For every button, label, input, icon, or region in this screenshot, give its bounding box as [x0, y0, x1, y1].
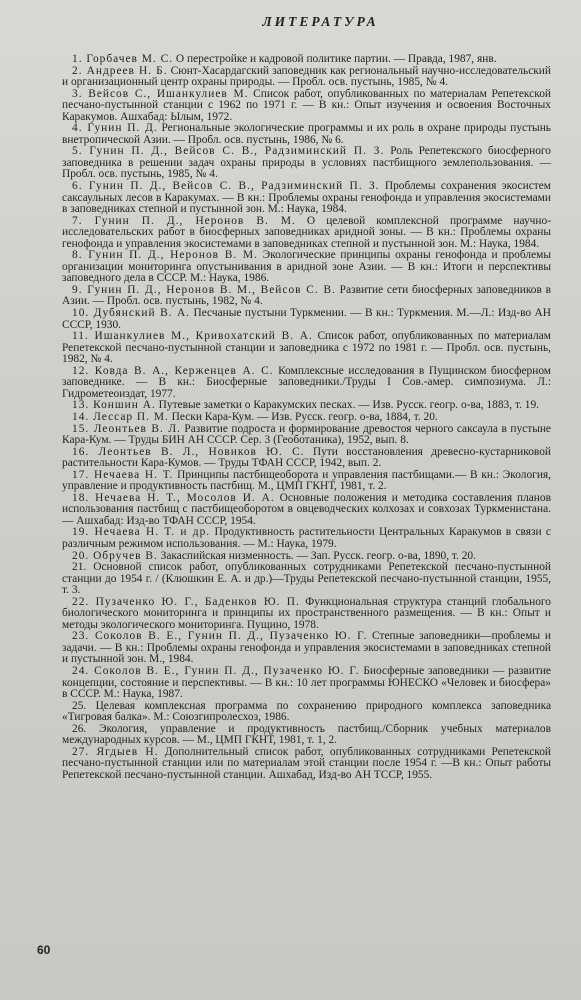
reference-text: Основные положения и методика составления планов использования пастбищ с пастбищеоборотом в овцеводческих колхозах и совхозах Туркменистана. — Ашхабад: Изд-во ТФАН СССР, 1954. [62, 491, 551, 527]
reference-authors: 15. Леонтьев В. Л. [72, 422, 181, 435]
reference-text: Комплексные исследования в Пущинском биосферном заповеднике. — В кн.: Биосферные заповедники./Труды I Сов.-амер. симпозиума. Л.: Гидрометеоиздат, 1977. [62, 364, 552, 400]
reference-authors: 23. Соколов В. Е., Гунин П. Д., Пузаченко Ю. Г. [72, 630, 368, 643]
reference-entry [62, 89, 551, 124]
reference-entry [62, 724, 551, 747]
reference-text: Пески Кара-Кум. — Изв. Русск. геогр. о-ва, 1884, т. 20. [168, 410, 438, 423]
reference-text: Принципы пастбищеоборота и управления пастбищами.— В кн.: Экология, управление и продуктивность пастбищ. М., ЦМП ГКНТ, 1981, т. 2. [62, 468, 551, 493]
reference-authors: 9. Гунин П. Д., Неронов В. М., Вейсов С. В. [72, 283, 336, 296]
reference-authors: 13. Коншин А. [72, 399, 156, 412]
reference-authors: 17. Нечаева Н. Т. [72, 468, 174, 481]
reference-entry [62, 308, 551, 331]
reference-authors: 22. Пузаченко Ю. Г., Баденков Ю. П. [72, 595, 300, 608]
reference-entry [62, 66, 551, 89]
reference-entry [62, 250, 551, 285]
reference-authors: 2. Андреев Н. Б. [72, 64, 168, 77]
reference-authors: 10. Дубянский В. А. [72, 307, 191, 320]
reference-entry [62, 666, 551, 701]
reference-text: Региональные экологические программы и их роль в охране природы пустынь внетропической Азии. — Пробл. осв. пустынь, 1986, № 6. [62, 122, 551, 146]
reference-authors: 6. Гунин П. Д., Вейсов С. В., Радзиминский П. З. [72, 180, 380, 193]
reference-authors: 5. Гунин П. Д., Вейсов С. В., Радзиминский П. З. [72, 145, 385, 158]
reference-entry [62, 527, 551, 550]
reference-text: Сюнт-Хасардагский заповедник как региональный научно-исследовательский и организационный центр охраны природы. — Пробл. осв. пустынь, 1985, № 4. [62, 64, 551, 89]
reference-authors: 12. Ковда В. А., Керженцев А. С. [72, 364, 274, 377]
reference-list [62, 54, 551, 781]
reference-text: Пути восстановления древесно-кустарниковой растительности Кара-Кумов. — Труды ТФАН СССР, 1942, вып. 2. [62, 445, 551, 470]
page-title: ЛИТЕРАТУРА [262, 14, 379, 29]
reference-text: Список работ, опубликованных по материалам Репетекской песчано-пустынной станции и заповедника с 1972 по 1981 г. — Пробл. осв. пустынь, 1982, № 4. [62, 330, 551, 366]
reference-entry [62, 366, 551, 401]
reference-text: Список работ, опубликованных по материалам Репетекской песчано-пустынной станции с 1962 по 1971 г. — В кн.: Опыт изучения и освоения Восточных Каракумов. Ашхабад: Ылым, 1972. [62, 87, 551, 123]
reference-entry [62, 562, 551, 597]
reference-entry [62, 493, 551, 528]
reference-text: Экологические принципы охраны генофонда и проблемы организации мониторинга опустынивания в аридной зоне Азии. — В кн.: Итоги и перспективы заповедного дела в СССР. М.: Наука, 1986. [62, 249, 551, 285]
reference-authors: 24. Соколов В. Е., Гунин П. Д., Пузаченко Ю. Г. [72, 664, 360, 677]
reference-text: 26. Экология, управление и продуктивность пастбищ./Сборник учебных материалов международных курсов. — М., ЦМП ГКНТ, 1981, т. 1, 2. [62, 722, 551, 747]
reference-text: Развитие подроста и формирование древостоя черного саксаула в пустыне Кара-Кум. — Труды БИН АН СССР. Сер. 3 (Геоботаника), 1952, вып. 8. [62, 422, 551, 447]
reference-text: Развитие сети биосферных заповедников в Азии. — Пробл. осв. пустынь, 1982, № 4. [62, 283, 551, 308]
reference-entry [62, 123, 551, 146]
reference-authors: 19. Нечаева Н. Т. и др. [72, 526, 211, 539]
reference-authors: 18. Нечаева Н. Т., Мосолов И. А. [72, 491, 275, 504]
reference-entry [62, 470, 551, 493]
reference-authors: 14. Лессар П. М. [72, 410, 169, 423]
reference-text: Проблемы сохранения экосистем саксаульных лесов в Каракумах. — В кн.: Проблемы охраны генофонда и управления экосистемами в заповедниках степной и пустынной зон. М.: Наука, 1984. [62, 180, 551, 216]
reference-entry [62, 597, 551, 632]
reference-text: Роль Репетекского биосферного заповедника в решении задач охраны природы в условиях пастбищного землепользования. — Пробл. осв. пустынь, 1985, № 4. [62, 145, 551, 181]
reference-text: 21. Основной список работ, опубликованных сотрудниками Репетекской песчано-пустынной станции до 1954 г. / (Клюшкин Е. А. и др.)—Труды Репетекской песчано-пустынной станции, 1955, т. 3. [62, 561, 551, 597]
reference-authors: 7. Гунин П. Д., Неронов В. М. [72, 214, 296, 227]
reference-entry [62, 331, 551, 366]
page-number: 60 [37, 943, 51, 957]
reference-authors: 8. Гунин П. Д., Неронов В. М. [72, 249, 258, 262]
reference-entry [62, 701, 551, 724]
reference-text: Путевые заметки о Каракумских песках. — Изв. Русск. геогр. о-ва, 1883, т. 19. [155, 399, 540, 412]
reference-text: Степные заповедники—проблемы и задачи. — В кн.: Проблемы охраны генофонда и управления экосистемами в заповедниках степной и пустынной зон. М., 1984. [62, 630, 551, 666]
reference-text: 25. Целевая комплексная программа по сохранению природного комплекса заповедника «Тигровая балка». М.: Союзгипролесхоз, 1986. [62, 699, 551, 724]
reference-authors: 20. Обручев В. [72, 549, 158, 562]
reference-text: Функциональная структура станций глобального биологического мониторинга и принципы их пространственного размещения. — В кн.: Опыт и методы экологического мониторинга. Пущино, 1978. [62, 595, 551, 631]
reference-text: Продуктивность растительности Центральных Каракумов в связи с различным режимом использования. — М.: Наука, 1979. [62, 526, 551, 550]
reference-authors: 11. Ишанкулиев М., Кривохатский В. А. [72, 330, 313, 343]
reference-text: Закаспийская низменность. — Зап. Русск. геогр. о-ва, 1890, т. 20. [157, 549, 476, 562]
reference-entry [62, 447, 551, 470]
reference-entry [62, 216, 551, 251]
reference-authors: 1. Горбачев М. С. [72, 53, 174, 65]
reference-entry [62, 285, 551, 308]
reference-text: Биосферные заповедники — развитие концепции, состояние и перспективы. — В кн.: 10 лет программы ЮНЕСКО «Человек и биосфера» в СССР. М.: Наука, 1987. [62, 664, 551, 701]
reference-text: Дополнительный список работ, опубликованных сотрудниками Репетекской песчано-пустынной станции или по материалам этой станции после 1954 г. —В кн.: Опыт работы Репетекской песчано-пустынной станции. Ашхабад, Изд-во АН ТССР, 1955. [62, 745, 552, 781]
reference-text: Песчаные пустыни Туркмении. — В кн.: Туркмения. М.—Л.: Изд-во АН СССР, 1930. [62, 307, 551, 331]
reference-entry [62, 631, 551, 666]
reference-authors: 4. Гунин П. Д. [72, 122, 158, 135]
reference-text: О перестройке и кадровой политике партии. — Правда, 1987, янв. [173, 53, 497, 65]
reference-entry [62, 181, 551, 216]
reference-entry [62, 424, 551, 447]
reference-authors: 27. Ягдыев Н. [72, 745, 159, 758]
reference-text: О целевой комплексной программе научно-исследовательских работ в биосферных заповедниках аридной зоны. — В кн.: Проблемы охраны генофонда и управления экосистемами в заповедниках степной и пустынной зон. М.: Наука, 1984. [62, 214, 551, 250]
reference-entry [62, 146, 551, 181]
reference-entry [62, 747, 551, 782]
reference-authors: 16. Леонтьев В. Л., Новиков Ю. С. [72, 445, 305, 458]
reference-authors: 3. Вейсов С., Ишанкулиев М. [72, 87, 249, 100]
